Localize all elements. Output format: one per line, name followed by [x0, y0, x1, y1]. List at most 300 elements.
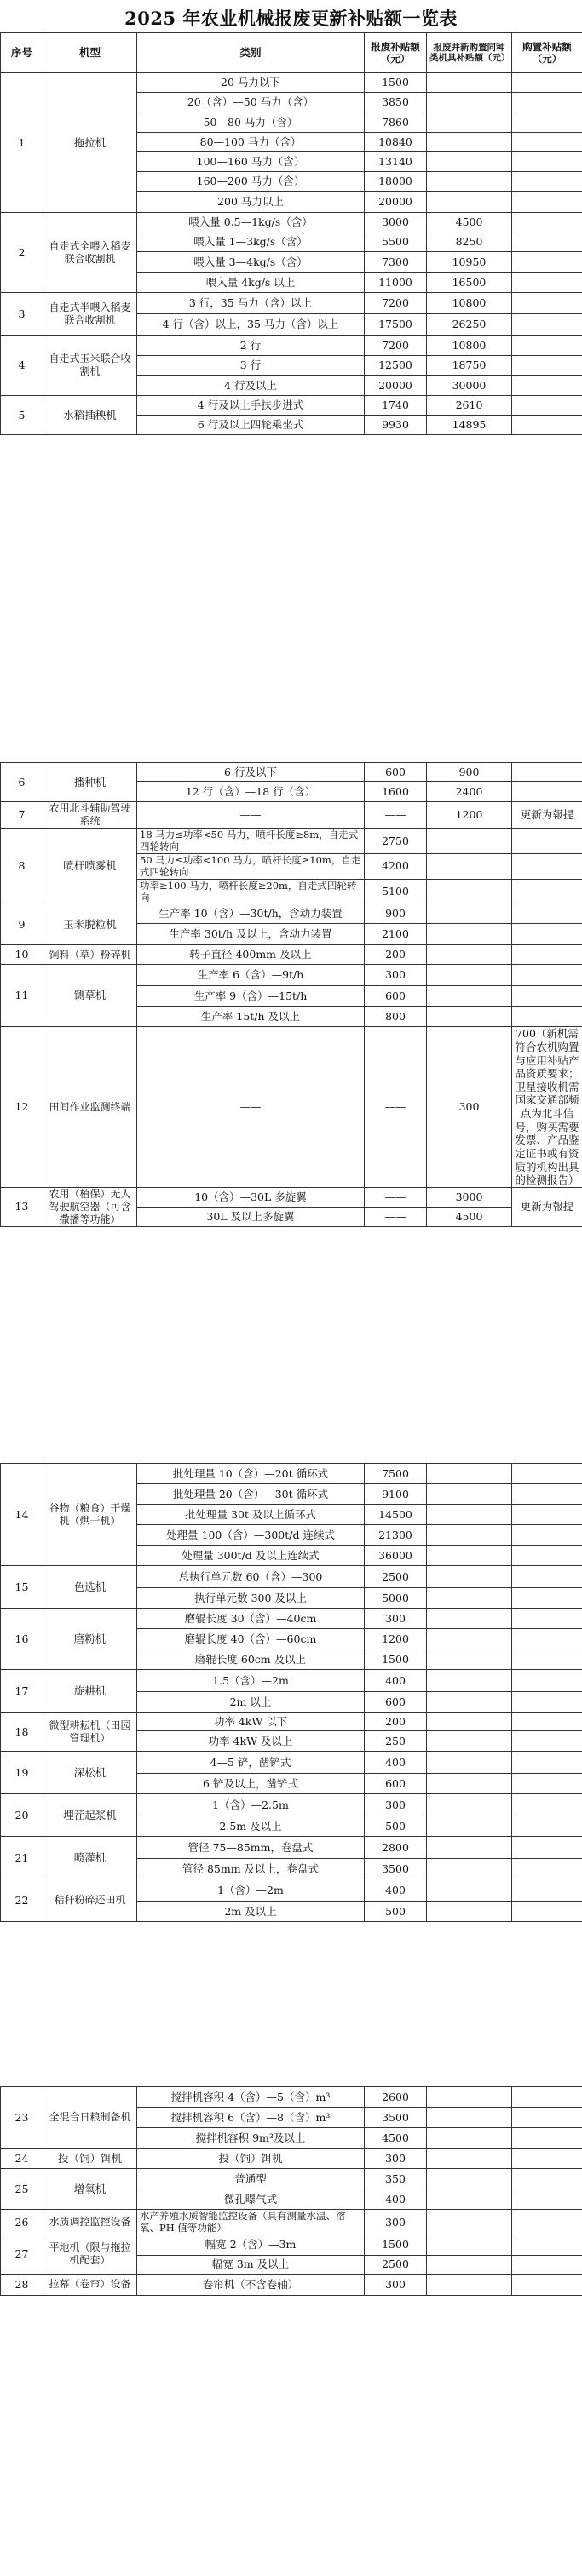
new-purchase-subsidy-cell: [427, 1774, 512, 1794]
purchase-subsidy-cell: [512, 1464, 582, 1484]
category-cell: 4—5 铲，凿铲式: [137, 1752, 365, 1774]
scrap-subsidy-cell: 300: [365, 1794, 427, 1816]
new-purchase-subsidy-cell: [427, 1713, 512, 1731]
scrap-subsidy-cell: 2750: [365, 829, 427, 854]
purchase-subsidy-cell: [512, 1774, 582, 1794]
scrap-subsidy-cell: 7860: [365, 112, 427, 133]
category-cell: 微孔曝气式: [137, 2189, 365, 2210]
seq-cell: 11: [1, 965, 43, 1027]
table-row: [1, 2235, 582, 2255]
purchase-subsidy-cell: [512, 252, 582, 273]
new-purchase-subsidy-cell: [427, 1588, 512, 1609]
new-purchase-subsidy-cell: [427, 904, 512, 924]
machine-type-cell: 全混合日粮制备机: [43, 2087, 137, 2149]
scrap-subsidy-cell: 200: [365, 1713, 427, 1731]
category-cell: 普通型: [137, 2169, 365, 2189]
scrap-subsidy-cell: 350: [365, 2169, 427, 2189]
scrap-subsidy-cell: 7300: [365, 252, 427, 273]
category-cell: 2m 及以上: [137, 1902, 365, 1922]
machine-type-cell: 喷灌机: [43, 1837, 137, 1879]
new-purchase-subsidy-cell: [427, 1007, 512, 1027]
scrap-subsidy-cell: 2500: [365, 1566, 427, 1588]
seq-cell: 12: [1, 1027, 43, 1188]
purchase-subsidy-cell: [512, 2149, 582, 2169]
new-purchase-subsidy-cell: [427, 133, 512, 152]
scrap-subsidy-cell: ——: [365, 802, 427, 829]
new-purchase-subsidy-cell: [427, 1670, 512, 1692]
machine-type-cell: 深松机: [43, 1752, 137, 1794]
category-cell: 搅拌机容积 6（含）—8（含）m³: [137, 2108, 365, 2128]
category-cell: 幅宽 3m 及以上: [137, 2255, 365, 2274]
purchase-subsidy-cell: [512, 2087, 582, 2108]
new-purchase-subsidy-cell: 14895: [427, 416, 512, 435]
scrap-subsidy-cell: 17500: [365, 314, 427, 336]
purchase-subsidy-cell: [512, 93, 582, 112]
machine-type-cell: 拉幕（卷帘）设备: [43, 2274, 137, 2295]
category-cell: 4 行及以上: [137, 376, 365, 396]
new-purchase-subsidy-cell: 16500: [427, 273, 512, 293]
purchase-subsidy-header: 购置补贴额（元）: [512, 33, 582, 73]
new-purchase-subsidy-cell: [427, 2210, 512, 2235]
scrap-subsidy-cell: 600: [365, 986, 427, 1007]
purchase-subsidy-cell: [512, 1566, 582, 1588]
category-cell: 卷帘机（不含卷轴）: [137, 2274, 365, 2295]
category-cell: 12 行（含）—18 行（含）: [137, 782, 365, 802]
new-purchase-subsidy-cell: [427, 2189, 512, 2210]
scrap-subsidy-cell: 1500: [365, 1649, 427, 1670]
purchase-subsidy-cell: [512, 1629, 582, 1649]
machine-type-cell: 田间作业监测终端: [43, 1027, 137, 1188]
new-purchase-subsidy-cell: [427, 2128, 512, 2149]
scrap-subsidy-cell: 9100: [365, 1484, 427, 1505]
category-cell: 批处理量 20（含）—30t 循环式: [137, 1484, 365, 1505]
page-title: 2025 年农业机械报废更新补贴额一览表: [124, 8, 458, 29]
new-purchase-subsidy-cell: [427, 1731, 512, 1752]
category-cell: 生产率 10（含）—30t/h，含动力装置: [137, 904, 365, 924]
purchase-subsidy-cell: [512, 986, 582, 1007]
category-cell: 功率≥100 马力，喷杆长度≥20m，自走式四轮转向: [137, 879, 365, 904]
purchase-subsidy-cell: [512, 2128, 582, 2149]
new-purchase-subsidy-cell: [427, 2274, 512, 2295]
new-purchase-subsidy-cell: [427, 945, 512, 965]
category-cell: 2m 以上: [137, 1692, 365, 1713]
purchase-subsidy-cell: [512, 172, 582, 192]
scrap-subsidy-cell: 5100: [365, 879, 427, 904]
category-cell: 80—100 马力（含）: [137, 133, 365, 152]
purchase-subsidy-cell: [512, 396, 582, 416]
category-cell: 管径 75—85mm，卷盘式: [137, 1837, 365, 1859]
seq-cell: 2: [1, 213, 43, 293]
category-cell: 执行单元数 300 及以上: [137, 1588, 365, 1609]
new-purchase-subsidy-cell: [427, 2255, 512, 2274]
category-cell: 搅拌机容积 4（含）—5（含）m³: [137, 2087, 365, 2108]
purchase-subsidy-cell: [512, 945, 582, 965]
seq-cell: 8: [1, 829, 43, 904]
seq-cell: 18: [1, 1713, 43, 1752]
table-row: [1, 1027, 582, 1188]
category-cell: 喂入量 1—3kg/s（含）: [137, 232, 365, 252]
scrap-subsidy-cell: 36000: [365, 1546, 427, 1566]
scrap-subsidy-cell: 600: [365, 763, 427, 782]
category-cell: 20（含）—50 马力（含）: [137, 93, 365, 112]
header-row: [1, 33, 582, 73]
machine-type-cell: 农用北斗辅助驾驶系统: [43, 802, 137, 829]
new-purchase-subsidy-cell: [427, 1464, 512, 1484]
category-cell: 6 行及以下: [137, 763, 365, 782]
category-cell: 3 行，35 马力（含）以上: [137, 293, 365, 314]
purchase-subsidy-cell: [512, 2169, 582, 2189]
machine-type-cell: 色选机: [43, 1566, 137, 1609]
purchase-subsidy-note-cell: 更新为報提: [512, 802, 582, 829]
scrap-subsidy-cell: ——: [365, 1187, 427, 1207]
new-purchase-subsidy-cell: 4500: [427, 1207, 512, 1226]
seq-cell: 16: [1, 1609, 43, 1670]
purchase-subsidy-cell: [512, 829, 582, 854]
table-row: [1, 1752, 582, 1774]
purchase-subsidy-cell: [512, 2274, 582, 2295]
new-purchase-subsidy-cell: [427, 853, 512, 879]
new-purchase-subsidy-cell: [427, 1525, 512, 1546]
scrap-subsidy-cell: 3500: [365, 2108, 427, 2128]
category-cell: 1（含）—2m: [137, 1879, 365, 1902]
new-purchase-subsidy-cell: [427, 73, 512, 93]
scrap-subsidy-cell: ——: [365, 1207, 427, 1226]
purchase-subsidy-cell: [512, 2235, 582, 2255]
new-purchase-subsidy-cell: [427, 2108, 512, 2128]
seq-cell: 9: [1, 904, 43, 945]
seq-cell: 7: [1, 802, 43, 829]
category-cell: 1（含）—2.5m: [137, 1794, 365, 1816]
table-row: [1, 1566, 582, 1588]
purchase-subsidy-cell: [512, 2108, 582, 2128]
purchase-subsidy-cell: [512, 1859, 582, 1879]
seq-cell: 23: [1, 2087, 43, 2149]
machine-type-cell: 铡草机: [43, 965, 137, 1027]
purchase-subsidy-cell: [512, 1731, 582, 1752]
seq-cell: 4: [1, 336, 43, 396]
purchase-subsidy-cell: [512, 904, 582, 924]
scrap-subsidy-cell: 3850: [365, 93, 427, 112]
seq-cell: 14: [1, 1464, 43, 1566]
scrap-subsidy-cell: 2800: [365, 1837, 427, 1859]
machine-type-cell: 农用（植保）无人驾驶航空器（可含撒播等功能）: [43, 1187, 137, 1226]
new-purchase-subsidy-cell: [427, 1629, 512, 1649]
new-purchase-subsidy-cell: [427, 965, 512, 986]
category-cell: 管径 85mm 及以上，卷盘式: [137, 1859, 365, 1879]
category-cell: 2.5m 及以上: [137, 1816, 365, 1837]
new-purchase-subsidy-cell: [427, 1505, 512, 1525]
new-purchase-subsidy-cell: [427, 152, 512, 172]
category-cell: 批处理量 30t 及以上循环式: [137, 1505, 365, 1525]
category-cell: 50 马力≤功率<100 马力，喷杆长度≥10m，自走式四轮转向: [137, 853, 365, 879]
new-purchase-subsidy-cell: [427, 829, 512, 854]
seq-cell: 3: [1, 293, 43, 336]
new-purchase-subsidy-cell: [427, 112, 512, 133]
category-cell: 4 行（含）以上，35 马力（含）以上: [137, 314, 365, 336]
machine-type-cell: 喷杆喷雾机: [43, 829, 137, 904]
new-purchase-subsidy-cell: 8250: [427, 232, 512, 252]
new-purchase-subsidy-cell: [427, 879, 512, 904]
category-cell: 批处理量 10（含）—20t 循环式: [137, 1464, 365, 1484]
purchase-subsidy-cell: [512, 1794, 582, 1816]
table-row: [1, 829, 582, 854]
new-purchase-subsidy-cell: [427, 1837, 512, 1859]
category-cell: 磨辊长度 60cm 及以上: [137, 1649, 365, 1670]
type-header: 机型: [43, 33, 137, 73]
purchase-subsidy-cell: [512, 2210, 582, 2235]
scrap-subsidy-cell: 2500: [365, 2255, 427, 2274]
table-row: [1, 2274, 582, 2295]
seq-cell: 20: [1, 1794, 43, 1837]
new-purchase-subsidy-cell: 18750: [427, 356, 512, 376]
category-cell: 搅拌机容积 9m³及以上: [137, 2128, 365, 2149]
machine-type-cell: 自走式全喂入稻麦联合收割机: [43, 213, 137, 293]
scrap-subsidy-cell: 1740: [365, 396, 427, 416]
seq-cell: 27: [1, 2235, 43, 2274]
machine-type-cell: 投（饲）饵机: [43, 2149, 137, 2169]
purchase-subsidy-cell: [512, 1692, 582, 1713]
new-purchase-subsidy-cell: [427, 1752, 512, 1774]
machine-type-cell: 旋耕机: [43, 1670, 137, 1713]
purchase-subsidy-cell: [512, 1670, 582, 1692]
category-cell: 4 行及以上手扶步进式: [137, 396, 365, 416]
machine-type-cell: 自走式玉米联合收割机: [43, 336, 137, 396]
table-row: [1, 904, 582, 924]
scrap-subsidy-cell: 11000: [365, 273, 427, 293]
scrap-subsidy-cell: 900: [365, 904, 427, 924]
scrap-subsidy-cell: 21300: [365, 1525, 427, 1546]
category-cell: 20 马力以下: [137, 73, 365, 93]
seq-cell: 21: [1, 1837, 43, 1879]
category-cell: ——: [137, 802, 365, 829]
scrap-subsidy-cell: 18000: [365, 172, 427, 192]
category-cell: 50—80 马力（含）: [137, 112, 365, 133]
category-cell: 功率 4kW 以下: [137, 1713, 365, 1731]
scrap-subsidy-cell: 300: [365, 965, 427, 986]
scrap-subsidy-cell: 3500: [365, 1859, 427, 1879]
category-cell: 处理量 300t/d 及以上连续式: [137, 1546, 365, 1566]
purchase-subsidy-cell: [512, 152, 582, 172]
new-purchase-subsidy-cell: [427, 1794, 512, 1816]
table-row: [1, 1837, 582, 1859]
seq-cell: 26: [1, 2210, 43, 2235]
new-purchase-subsidy-cell: [427, 93, 512, 112]
scrap-subsidy-cell: 10840: [365, 133, 427, 152]
purchase-subsidy-cell: [512, 273, 582, 293]
seq-cell: 15: [1, 1566, 43, 1609]
new-purchase-subsidy-cell: [427, 1546, 512, 1566]
category-cell: 喂入量 4kg/s 以上: [137, 273, 365, 293]
new-purchase-subsidy-cell: [427, 2235, 512, 2255]
table-row: [1, 293, 582, 314]
new-purchase-subsidy-cell: [427, 192, 512, 213]
purchase-subsidy-cell: [512, 1484, 582, 1505]
new-purchase-subsidy-cell: [427, 2169, 512, 2189]
seq-cell: 1: [1, 73, 43, 213]
new-purchase-subsidy-cell: 30000: [427, 376, 512, 396]
purchase-subsidy-cell: [512, 336, 582, 356]
category-cell: 1.5（含）—2m: [137, 1670, 365, 1692]
subsidy-table-page-3: [0, 1463, 582, 1922]
category-cell: 200 马力以上: [137, 192, 365, 213]
new-purchase-subsidy-cell: [427, 1902, 512, 1922]
new-purchase-subsidy-cell: 2610: [427, 396, 512, 416]
category-cell: 生产率 6（含）—9t/h: [137, 965, 365, 986]
subsidy-table-page-2: [0, 762, 582, 1227]
scrap-subsidy-cell: 600: [365, 1692, 427, 1713]
machine-type-cell: 磨粉机: [43, 1609, 137, 1670]
purchase-subsidy-cell: [512, 376, 582, 396]
scrap-subsidy-cell: 800: [365, 1007, 427, 1027]
table-row: [1, 1713, 582, 1731]
scrap-subsidy-cell: 400: [365, 1670, 427, 1692]
machine-type-cell: 微型耕耘机（田园管理机）: [43, 1713, 137, 1752]
scrap-subsidy-cell: 400: [365, 1752, 427, 1774]
scrap-subsidy-cell: 4200: [365, 853, 427, 879]
purchase-subsidy-cell: [512, 2255, 582, 2274]
purchase-subsidy-cell: [512, 853, 582, 879]
scrap-subsidy-cell: 2100: [365, 924, 427, 945]
table-row: [1, 2169, 582, 2189]
category-cell: 功率 4kW 及以上: [137, 1731, 365, 1752]
table-row: [1, 802, 582, 829]
new-purchase-subsidy-cell: 3000: [427, 1187, 512, 1207]
purchase-subsidy-cell: [512, 1752, 582, 1774]
scrap-subsidy-cell: 400: [365, 2189, 427, 2210]
category-cell: 喂入量 3—4kg/s（含）: [137, 252, 365, 273]
new-purchase-subsidy-cell: [427, 1484, 512, 1505]
table-row: [1, 2087, 582, 2108]
scrap-subsidy-cell: 1500: [365, 2235, 427, 2255]
scrap-subsidy-cell: 250: [365, 1731, 427, 1752]
scrap-subsidy-cell: 1600: [365, 782, 427, 802]
scrap-subsidy-cell: 20000: [365, 376, 427, 396]
table-row: [1, 1187, 582, 1207]
seq-cell: 5: [1, 396, 43, 435]
purchase-subsidy-cell: [512, 1007, 582, 1027]
category-cell: 水产养殖水质智能监控设备（具有测量水温、溶氧、PH 值等功能）: [137, 2210, 365, 2235]
seq-cell: 28: [1, 2274, 43, 2295]
scrap-subsidy-cell: 1500: [365, 73, 427, 93]
new-subsidy-header: 报废并新购置同种类机具补贴额（元）: [427, 33, 512, 73]
new-purchase-subsidy-cell: [427, 1609, 512, 1629]
category-cell: ——: [137, 1027, 365, 1188]
scrap-subsidy-cell: 400: [365, 1879, 427, 1902]
new-purchase-subsidy-cell: [427, 2087, 512, 2108]
category-cell: 生产率 30t/h 及以上，含动力装置: [137, 924, 365, 945]
table-row: [1, 73, 582, 93]
scrap-subsidy-cell: 7200: [365, 336, 427, 356]
machine-type-cell: 水稻插秧机: [43, 396, 137, 435]
purchase-subsidy-cell: [512, 1713, 582, 1731]
new-purchase-subsidy-cell: [427, 1859, 512, 1879]
scrap-subsidy-cell: 200: [365, 945, 427, 965]
category-cell: 160—200 马力（含）: [137, 172, 365, 192]
category-cell: 100—160 马力（含）: [137, 152, 365, 172]
scrap-subsidy-cell: 300: [365, 2149, 427, 2169]
new-purchase-subsidy-cell: [427, 1692, 512, 1713]
category-cell: 投（饲）饵机: [137, 2149, 365, 2169]
scrap-subsidy-cell: 600: [365, 1774, 427, 1794]
machine-type-cell: 增氧机: [43, 2169, 137, 2210]
new-purchase-subsidy-cell: 10800: [427, 293, 512, 314]
new-purchase-subsidy-cell: 10950: [427, 252, 512, 273]
table-row: [1, 2210, 582, 2235]
seq-cell: 17: [1, 1670, 43, 1713]
scrap-subsidy-cell: 300: [365, 2210, 427, 2235]
table-row: [1, 763, 582, 782]
scrap-subsidy-cell: 2600: [365, 2087, 427, 2108]
table-row: [1, 945, 582, 965]
scrap-subsidy-cell: 500: [365, 1902, 427, 1922]
machine-type-cell: 水质调控监控设备: [43, 2210, 137, 2235]
category-cell: 3 行: [137, 356, 365, 376]
subsidy-table-page-1: [0, 32, 582, 435]
category-cell: 10（含）—30L 多旋翼: [137, 1187, 365, 1207]
purchase-subsidy-cell: [512, 192, 582, 213]
new-purchase-subsidy-cell: [427, 986, 512, 1007]
seq-cell: 19: [1, 1752, 43, 1794]
purchase-subsidy-cell: [512, 1649, 582, 1670]
machine-type-cell: 饲料（草）粉碎机: [43, 945, 137, 965]
table-row: [1, 1879, 582, 1902]
scrap-subsidy-cell: 3000: [365, 213, 427, 232]
scrap-subsidy-cell: 20000: [365, 192, 427, 213]
category-cell: 处理量 100（含）—300t/d 连续式: [137, 1525, 365, 1546]
purchase-subsidy-cell: [512, 879, 582, 904]
table-row: [1, 2149, 582, 2169]
category-cell: 转子直径 400mm 及以上: [137, 945, 365, 965]
category-cell: 18 马力≤功率<50 马力，喷杆长度≥8m，自走式四轮转向: [137, 829, 365, 854]
purchase-subsidy-cell: [512, 232, 582, 252]
category-cell: 幅宽 2（含）—3m: [137, 2235, 365, 2255]
seq-header: 序号: [1, 33, 43, 73]
machine-type-cell: 拖拉机: [43, 73, 137, 213]
purchase-subsidy-cell: [512, 356, 582, 376]
new-purchase-subsidy-cell: [427, 1816, 512, 1837]
scrap-subsidy-cell: 7200: [365, 293, 427, 314]
scrap-subsidy-cell: 1200: [365, 1629, 427, 1649]
new-purchase-subsidy-cell: 26250: [427, 314, 512, 336]
scrap-subsidy-header: 报废补贴额（元）: [365, 33, 427, 73]
machine-type-cell: 平地机（限与拖拉机配套）: [43, 2235, 137, 2274]
purchase-subsidy-cell: [512, 112, 582, 133]
scrap-subsidy-cell: ——: [365, 1027, 427, 1188]
table-row: [1, 965, 582, 986]
purchase-subsidy-note-cell: 700（新机需符合农机购置与应用补贴产品资质要求；卫星接收机需国家交通部频点为北斗信号，购买需要发票、产品鉴定证书或有资质的机构出具的检测报告）: [512, 1027, 582, 1188]
category-header: 类别: [137, 33, 365, 73]
purchase-subsidy-cell: [512, 1546, 582, 1566]
new-purchase-subsidy-cell: [427, 1879, 512, 1902]
scrap-subsidy-cell: 300: [365, 2274, 427, 2295]
table-row: [1, 213, 582, 232]
purchase-subsidy-cell: [512, 213, 582, 232]
table-row: [1, 1609, 582, 1629]
scrap-subsidy-cell: 12500: [365, 356, 427, 376]
new-purchase-subsidy-cell: 10800: [427, 336, 512, 356]
purchase-subsidy-cell: [512, 293, 582, 314]
seq-cell: 13: [1, 1187, 43, 1226]
seq-cell: 6: [1, 763, 43, 802]
table-row: [1, 336, 582, 356]
scrap-subsidy-cell: 13140: [365, 152, 427, 172]
purchase-subsidy-cell: [512, 1902, 582, 1922]
scrap-subsidy-cell: 5000: [365, 1588, 427, 1609]
category-cell: 6 铲及以上，凿铲式: [137, 1774, 365, 1794]
category-cell: 磨辊长度 30（含）—40cm: [137, 1609, 365, 1629]
machine-type-cell: 谷物（粮食）干燥机（烘干机）: [43, 1464, 137, 1566]
scrap-subsidy-cell: 9930: [365, 416, 427, 435]
